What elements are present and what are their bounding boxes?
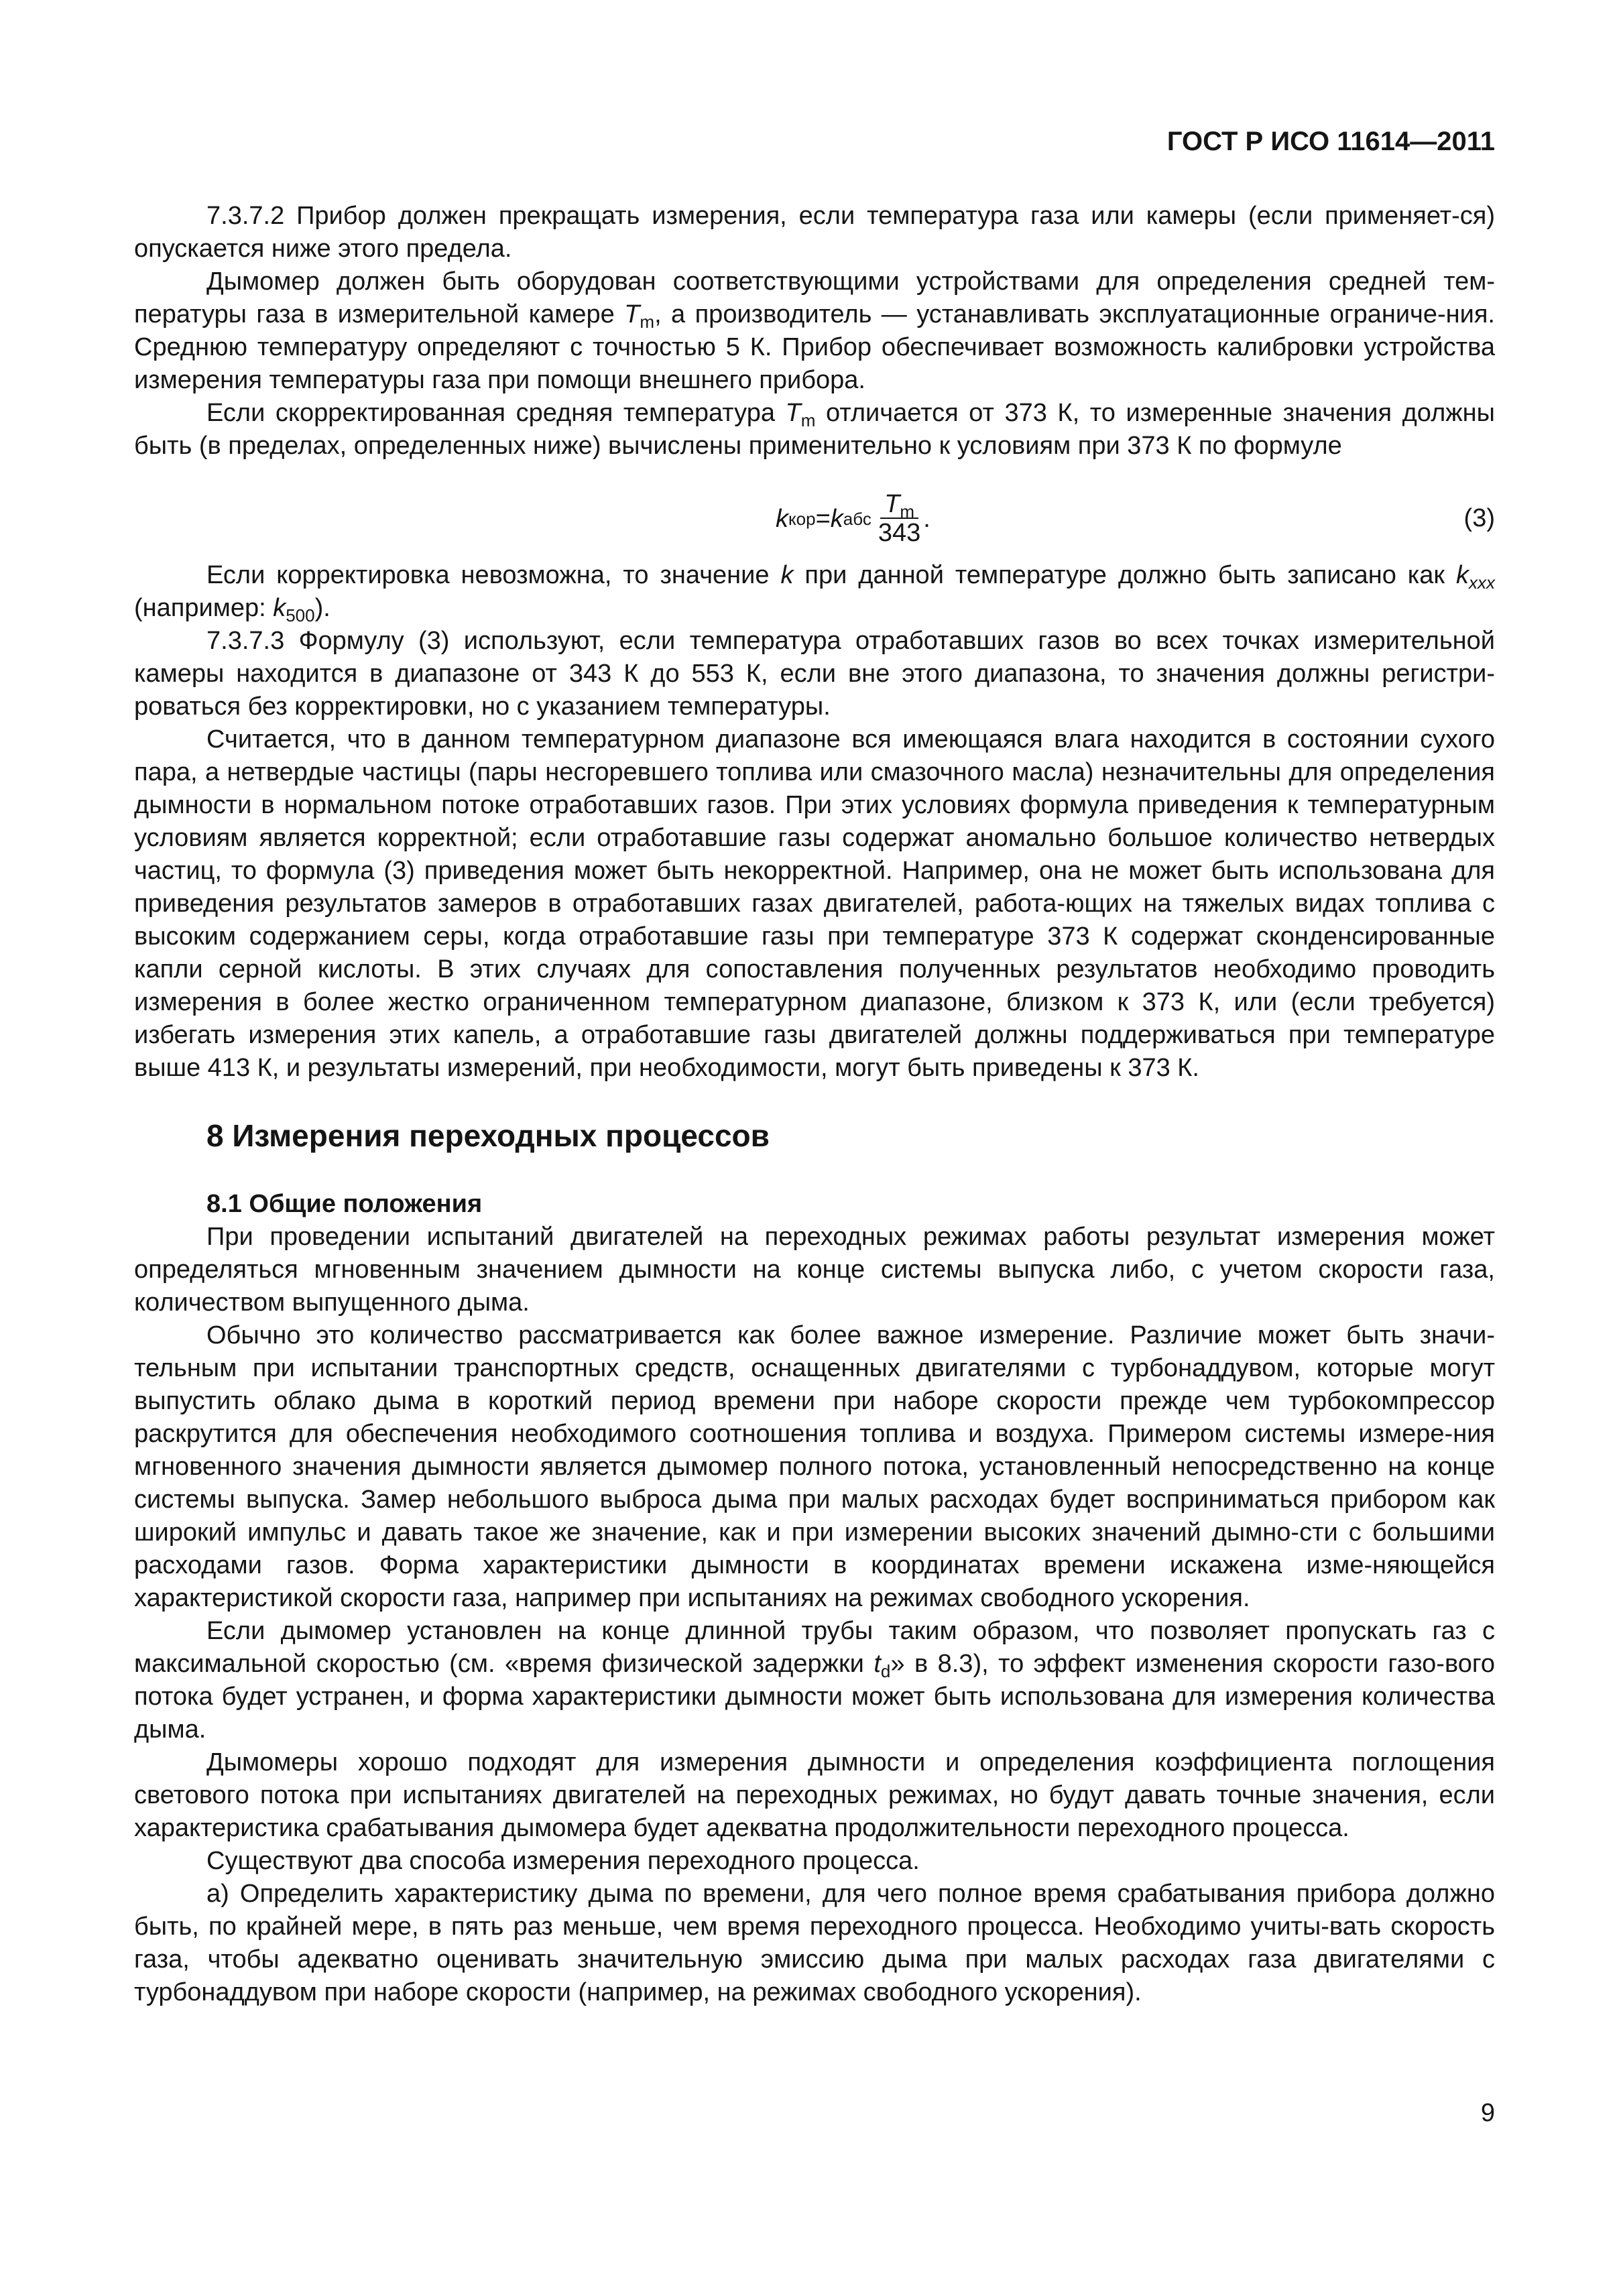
clause-7-3-7-3: 7.3.7.3 Формулу (3) используют, если температура отработавших газов во всех точках измерительной камеры находится в диапазоне от 343 К до 553 К, если вне этого диапазона, то значения должны регистри-роваться без корректировки, но с указанием температуры. [134, 627, 1495, 721]
section-8-heading: 8 Измерения переходных процессов [206, 1118, 770, 1153]
clause-7-3-7-2: 7.3.7.2 Прибор должен прекращать измерения, если температура газа или камеры (если применяет-ся) опускается ниже этого предела. [134, 202, 1495, 263]
paragraph-temperature-range: Считается, что в данном температурном диапазоне вся имеющаяся влага находится в состоянии сухого пара, а нетвердые частицы (пары несгоревшего топлива или смазочного масла) незначительны для определения дымности в нормальном потоке отработавших газов. При этих условиях формула приведения к температурным условиям является корректной; если отработавшие газы содержат аномально большое количество нетвердых частиц, то формула (3) приведения может быть некорректной. Например, она не может быть использована для приведения результатов замеров в отработавших газах двигателей, работа-ющих на тяжелых видах топлива с высоким содержанием серы, когда отработавшие газы при температуре 373 К содержат сконденсированные капли серной кислоты. В этих случаях для сопоставления полученных результатов необходимо проводить измерения в более жестко ограниченном температурном диапазоне, близком к 373 К, или (если требуется) избегать измерения этих капель, а отработавшие газы двигателей должны поддерживаться при температуре выше 413 К, и результаты измерений, при необходимости, могут быть приведены к 373 К. [134, 725, 1495, 1082]
paragraph-corrected-temperature: Если скорректированная средняя температура $T_m$ отличается от 373 К, то измеренные значения должны быть (в пределах, определенных ниже) вычислены применительно к условиям при 373 К по формуле [134, 399, 1495, 460]
formula-expression: k кор = k абс $\frac{T_m}{343}$ . [776, 490, 930, 547]
page-number: 9 [1480, 2099, 1495, 2127]
formula-fraction: $\frac{T_m}{343}$ [878, 490, 921, 547]
paragraph-no-correction: Если корректировка невозможна, то значение k при данной температуре должно быть записано как $k_{xxx}$ (например: $k_{500}$). [134, 561, 1495, 625]
standard-header: ГОСТ Р ИСО 11614—2011 [1166, 127, 1495, 156]
paragraph-smoke-meter-temperature: Дымомер должен быть оборудован соответствующими устройствами для определения средней тем-пературы газа в измерительной камере $T_m$, а производитель — устанавливать эксплуатационные ограниче-ния. Среднюю температуру определяют с точностью 5 К. Прибор обеспечивает возможность калибровки устройства измерения температуры газа при помощи внешнего прибора. [134, 267, 1495, 394]
equation-number: (3) [1463, 504, 1495, 532]
page-body [134, 200, 1495, 2009]
paragraph-transient-intro: При проведении испытаний двигателей на переходных режимах работы результат измерения может определяться мгновенным значением дымности на конце системы выпуска либо, с учетом скорости газа, количеством выпущенного дыма. [134, 1223, 1495, 1317]
list-item-method-a: а) Определить характеристику дыма по времени, для чего полное время срабатывания прибора должно быть, по крайней мере, в пять раз меньше, чем время переходного процесса. Необходимо учиты-вать скорость газа, чтобы адекватно оценивать значительную эмиссию дыма при малых расходах газа двигателями с турбонаддувом при наборе скорости (например, на режимах свободного ускорения). [134, 1880, 1495, 2006]
paragraph-smoke-meters-suitability: Дымомеры хорошо подходят для измерения дымности и определения коэффициента поглощения светового потока при испытаниях двигателей на переходных режимах, но будут давать точные значения, если характеристика срабатывания дымомера будет адекватна продолжительности переходного процесса. [134, 1748, 1495, 1842]
formula-3 [134, 477, 1495, 551]
paragraph-long-pipe: Если дымомер установлен на конце длинной трубы таким образом, что позволяет пропускать газ с максимальной скоростью (см. «время физической задержки $t_d$» в 8.3), то эффект изменения скорости газо-вого потока будет устранен, и форма характеристики дымности может быть использована для измерения количества дыма. [134, 1617, 1495, 1744]
paragraph-turbo-engines: Обычно это количество рассматривается как более важное измерение. Различие может быть значи-тельным при испытании транспортных средств, оснащенных двигателями с турбонаддувом, которые могут выпустить облако дыма в короткий период времени при наборе скорости прежде чем турбокомпрессор раскрутится для обеспечения необходимого соотношения топлива и воздуха. Примером системы измере-ния мгновенного значения дымности является дымомер полного потока, установленный непосредственно на конце системы выпуска. Замер небольшого выброса дыма при малых расходах будет восприниматься прибором как широкий импульс и давать такое же значение, как и при измерении высоких значений дымно-сти с большими расходами газов. Форма характеристики дымности в координатах времени искажена изме-няющейся характеристикой скорости газа, например при испытаниях на режимах свободного ускорения. [134, 1321, 1495, 1612]
subsection-8-1-heading: 8.1 Общие положения [206, 1190, 483, 1218]
paragraph-two-methods: Существуют два способа измерения переходного процесса. [206, 1847, 920, 1875]
